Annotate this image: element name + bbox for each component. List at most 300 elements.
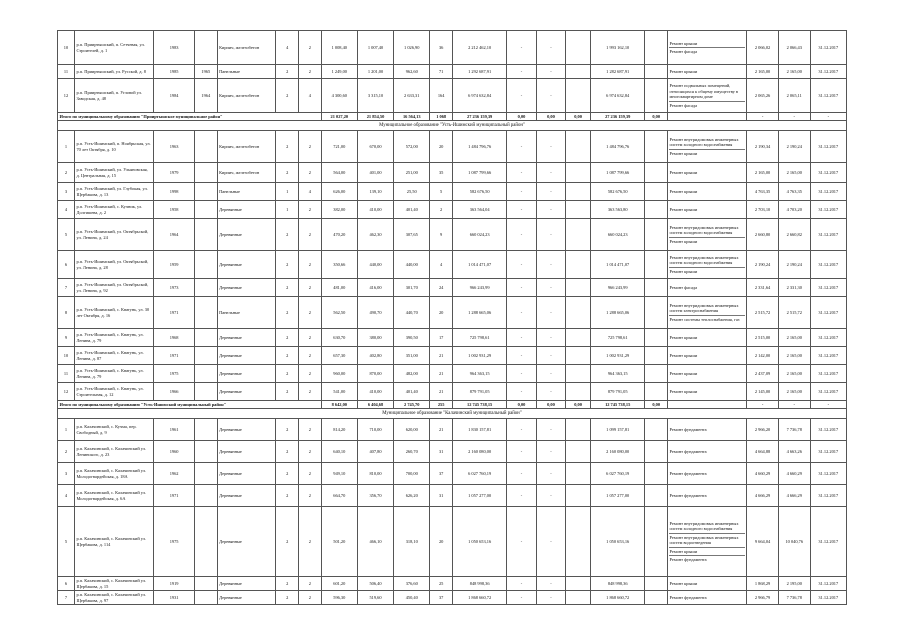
build-year: 1964 bbox=[154, 219, 195, 251]
work-item: Ремонт крыши bbox=[669, 580, 698, 586]
table-row bbox=[58, 219, 847, 251]
works-cell bbox=[667, 419, 746, 441]
area-total: 541,00 bbox=[321, 383, 357, 401]
area-residential: 700,00 bbox=[394, 463, 430, 485]
max-unit-cost: 2 195,00 bbox=[778, 577, 810, 591]
row-number: 12 bbox=[58, 383, 75, 401]
area-residential: 401,40 bbox=[394, 383, 430, 401]
area-living: 810,00 bbox=[357, 463, 393, 485]
repair-cost: 6 027 760,19 bbox=[452, 463, 506, 485]
residents: 20 bbox=[430, 131, 453, 163]
max-unit-cost: 2 065,11 bbox=[778, 79, 810, 113]
total-persons: 1 068 bbox=[430, 113, 453, 121]
floors: 2 bbox=[276, 365, 299, 383]
build-year: 1975 bbox=[154, 365, 195, 383]
fund-regional: - bbox=[536, 79, 565, 113]
completion-date: 31.12.2017 bbox=[810, 79, 846, 113]
row-number: 10 bbox=[58, 347, 75, 365]
entrances: 2 bbox=[299, 441, 322, 463]
area-living: 380,00 bbox=[357, 329, 393, 347]
work-item: Ремонт крыши bbox=[669, 169, 698, 175]
residents: 21 bbox=[430, 383, 453, 401]
fund-federal: - bbox=[507, 441, 536, 463]
repair-cost: 964 363,15 bbox=[452, 365, 506, 383]
fund-local bbox=[566, 279, 591, 297]
fund-local bbox=[566, 329, 591, 347]
total-area-2: 6 404,68 bbox=[357, 401, 393, 409]
area-living: 506,40 bbox=[357, 577, 393, 591]
fund-owners: 1 002 931,29 bbox=[591, 347, 645, 365]
total-sum: 12 745 738,15 bbox=[591, 401, 645, 409]
fund-other bbox=[645, 65, 668, 79]
fund-local bbox=[566, 251, 591, 279]
max-unit-cost: 2 165,00 bbox=[778, 329, 810, 347]
area-residential: 390,50 bbox=[394, 329, 430, 347]
fund-owners: 2 160 080,00 bbox=[591, 441, 645, 463]
table-row bbox=[58, 183, 847, 201]
floors: 2 bbox=[276, 383, 299, 401]
works-cell bbox=[667, 329, 746, 347]
address-cell: р.п. Усть-Ишимский, с. Кватунь, ул. Ленина, д. 79 bbox=[74, 365, 153, 383]
total-zero-4: 0,00 bbox=[645, 401, 668, 409]
work-item: Ремонт системы теплоснабжения, газ bbox=[669, 315, 744, 323]
unit-cost: 2 145,00 bbox=[747, 383, 779, 401]
wall-material: Кирпич, железобетон bbox=[217, 31, 276, 65]
completion-date: 31.12.2017 bbox=[810, 441, 846, 463]
fund-local bbox=[566, 577, 591, 591]
fund-federal: - bbox=[507, 65, 536, 79]
fund-federal: - bbox=[507, 577, 536, 591]
commission-year bbox=[194, 31, 217, 65]
table-row bbox=[58, 131, 847, 163]
area-total: 640,10 bbox=[321, 441, 357, 463]
fund-regional: - bbox=[536, 441, 565, 463]
fund-owners: 1 099 157,81 bbox=[591, 419, 645, 441]
entrances: 2 bbox=[299, 485, 322, 507]
fund-owners: 1 087 799,66 bbox=[591, 163, 645, 183]
table-body bbox=[58, 31, 847, 605]
fund-owners: 966 243,99 bbox=[591, 279, 645, 297]
build-year: 1919 bbox=[154, 577, 195, 591]
completion-date: 31.12.2017 bbox=[810, 183, 846, 201]
fund-other bbox=[645, 591, 668, 605]
area-residential: 620,00 bbox=[394, 419, 430, 441]
floors: 2 bbox=[276, 463, 299, 485]
commission-year bbox=[194, 365, 217, 383]
build-year: 1959 bbox=[154, 251, 195, 279]
residents: 5 bbox=[430, 183, 453, 201]
residents: 164 bbox=[430, 79, 453, 113]
commission-year bbox=[194, 419, 217, 441]
area-living: 3 315,10 bbox=[357, 79, 393, 113]
work-item: Ремонт крыши bbox=[669, 370, 698, 376]
table-row bbox=[58, 347, 847, 365]
floors: 2 bbox=[276, 577, 299, 591]
works-cell bbox=[667, 507, 746, 577]
fund-regional: - bbox=[536, 463, 565, 485]
work-item: Ремонт крыши bbox=[669, 267, 744, 275]
fund-owners: 660 024,23 bbox=[591, 219, 645, 251]
address-cell: р.п. Калачинский, с. Калачинский ул. Щербакова, д. 114 bbox=[74, 507, 153, 577]
commission-year bbox=[194, 183, 217, 201]
entrances: 2 bbox=[299, 31, 322, 65]
fund-federal: - bbox=[507, 383, 536, 401]
fund-regional: - bbox=[536, 591, 565, 605]
area-living: 462,30 bbox=[357, 219, 393, 251]
total-zero-3: 0,00 bbox=[566, 113, 591, 121]
fund-local bbox=[566, 441, 591, 463]
row-number: 9 bbox=[58, 329, 75, 347]
repair-cost: 2 212 462,10 bbox=[452, 31, 506, 65]
max-unit-cost: 4 763,35 bbox=[778, 183, 810, 201]
area-total: 630,70 bbox=[321, 329, 357, 347]
fund-other bbox=[645, 485, 668, 507]
fund-regional: - bbox=[536, 419, 565, 441]
floors: 2 bbox=[276, 163, 299, 183]
area-total: 960,00 bbox=[321, 365, 357, 383]
max-unit-cost: 7 736,78 bbox=[778, 419, 810, 441]
area-residential: 1 026,90 bbox=[394, 31, 430, 65]
build-year: 1931 bbox=[154, 591, 195, 605]
row-number: 7 bbox=[58, 279, 75, 297]
total-unit-2: - bbox=[778, 401, 810, 409]
build-year: 1979 bbox=[154, 163, 195, 183]
table-row bbox=[58, 329, 847, 347]
commission-year bbox=[194, 201, 217, 219]
area-total: 601,20 bbox=[321, 577, 357, 591]
area-residential: 401,40 bbox=[394, 201, 430, 219]
repair-cost: 848 998,36 bbox=[452, 577, 506, 591]
entrances: 2 bbox=[299, 463, 322, 485]
total-works bbox=[667, 113, 746, 121]
commission-year bbox=[194, 347, 217, 365]
row-number: 3 bbox=[58, 463, 75, 485]
area-living: 1 201,00 bbox=[357, 65, 393, 79]
max-unit-cost: 2 165,00 bbox=[778, 163, 810, 183]
row-number: 1 bbox=[58, 419, 75, 441]
unit-cost: 2 437,09 bbox=[747, 365, 779, 383]
fund-other bbox=[645, 163, 668, 183]
area-total: 481,00 bbox=[321, 279, 357, 297]
wall-material: Деревянные bbox=[217, 219, 276, 251]
fund-other bbox=[645, 183, 668, 201]
address-cell: р.п. Калачинский, с. Калачинский ул. Молодогвардейская, д. 18А bbox=[74, 463, 153, 485]
work-item: Ремонт фасада bbox=[669, 101, 744, 109]
address-cell: р.п. Усть-Ишимский, с. Кватунь, ул. Строительная, д. 12 bbox=[74, 383, 153, 401]
wall-material: Деревянные bbox=[217, 577, 276, 591]
fund-regional: - bbox=[536, 65, 565, 79]
table-row bbox=[58, 419, 847, 441]
fund-local bbox=[566, 31, 591, 65]
fund-regional: - bbox=[536, 577, 565, 591]
repair-cost: 1 057 277,00 bbox=[452, 485, 506, 507]
table-row bbox=[58, 507, 847, 577]
area-total: 626,00 bbox=[321, 183, 357, 201]
fund-owners: 582 676,50 bbox=[591, 183, 645, 201]
area-residential: 440,70 bbox=[394, 297, 430, 329]
total-area-2: 21 854,50 bbox=[357, 113, 393, 121]
completion-date: 31.12.2017 bbox=[810, 131, 846, 163]
works-cell bbox=[667, 441, 746, 463]
repair-cost: 879 791,05 bbox=[452, 383, 506, 401]
area-total: 1 249,00 bbox=[321, 65, 357, 79]
wall-material: Деревянные bbox=[217, 507, 276, 577]
row-number: 5 bbox=[58, 507, 75, 577]
fund-other bbox=[645, 383, 668, 401]
residents: 71 bbox=[430, 65, 453, 79]
max-unit-cost: 2 165,00 bbox=[778, 347, 810, 365]
fund-regional: - bbox=[536, 131, 565, 163]
fund-other bbox=[645, 347, 668, 365]
fund-local bbox=[566, 297, 591, 329]
entrances: 2 bbox=[299, 163, 322, 183]
works-cell bbox=[667, 463, 746, 485]
unit-cost: 2 515,72 bbox=[747, 297, 779, 329]
row-number: 4 bbox=[58, 201, 75, 219]
fund-federal: - bbox=[507, 219, 536, 251]
area-residential: 351,00 bbox=[394, 347, 430, 365]
total-sum: 27 236 159,39 bbox=[591, 113, 645, 121]
repair-cost: 1 087 799,66 bbox=[452, 163, 506, 183]
commission-year bbox=[194, 251, 217, 279]
work-item: Ремонт внутридомовых инженерных систем холодного водоснабжения bbox=[669, 224, 739, 236]
work-item: Ремонт крыши bbox=[669, 206, 698, 212]
area-residential: 376,60 bbox=[394, 577, 430, 591]
completion-date: 31.12.2017 bbox=[810, 201, 846, 219]
wall-material: Деревянные bbox=[217, 279, 276, 297]
max-unit-cost: 4 666,29 bbox=[778, 485, 810, 507]
fund-regional: - bbox=[536, 183, 565, 201]
repair-cost: 1 868 660,72 bbox=[452, 591, 506, 605]
commission-year bbox=[194, 163, 217, 183]
repair-cost: 660 024,23 bbox=[452, 219, 506, 251]
unit-cost: 4 660,29 bbox=[747, 463, 779, 485]
works-cell bbox=[667, 163, 746, 183]
fund-owners: 1 014 471,07 bbox=[591, 251, 645, 279]
area-total: 949,10 bbox=[321, 463, 357, 485]
unit-cost: 2 515,00 bbox=[747, 329, 779, 347]
max-unit-cost: 2 331,30 bbox=[778, 279, 810, 297]
floors: 1 bbox=[276, 183, 299, 201]
max-unit-cost: 2 165,00 bbox=[778, 365, 810, 383]
commission-year bbox=[194, 441, 217, 463]
entrances: 2 bbox=[299, 329, 322, 347]
wall-material: Панельные bbox=[217, 297, 276, 329]
address-cell: р.п. Калачинский, с. Кучма, пер. Свободный, д. 9 bbox=[74, 419, 153, 441]
completion-date: 31.12.2017 bbox=[810, 485, 846, 507]
area-living: 410,00 bbox=[357, 383, 393, 401]
wall-material: Деревянные bbox=[217, 463, 276, 485]
floors: 2 bbox=[276, 591, 299, 605]
works-cell bbox=[667, 279, 746, 297]
address-cell: р.п. Усть-Ишимский, ул. Октябрьской, ул. Ленина, д. 28 bbox=[74, 251, 153, 279]
build-year: 1961 bbox=[154, 419, 195, 441]
fund-regional: - bbox=[536, 485, 565, 507]
commission-year bbox=[194, 297, 217, 329]
works-cell bbox=[667, 31, 746, 65]
address-cell: р.п. Усть-Ишимский, ул. Октябрьской, ул. Ленина, д. 92 bbox=[74, 279, 153, 297]
wall-material: Деревянные bbox=[217, 441, 276, 463]
floors: 2 bbox=[276, 65, 299, 79]
unit-cost: 2 142,00 bbox=[747, 347, 779, 365]
wall-material: Кирпич, железобетон bbox=[217, 131, 276, 163]
repair-cost: 2 160 080,00 bbox=[452, 441, 506, 463]
fund-local bbox=[566, 365, 591, 383]
fund-regional: - bbox=[536, 219, 565, 251]
build-year: 1971 bbox=[154, 485, 195, 507]
max-unit-cost: 2 515,72 bbox=[778, 297, 810, 329]
floors: 4 bbox=[276, 31, 299, 65]
area-living: 490,70 bbox=[357, 297, 393, 329]
fund-regional: - bbox=[536, 251, 565, 279]
area-living: 466,10 bbox=[357, 507, 393, 577]
fund-regional: - bbox=[536, 279, 565, 297]
wall-material: Деревянные bbox=[217, 365, 276, 383]
fund-federal: - bbox=[507, 485, 536, 507]
fund-local bbox=[566, 79, 591, 113]
address-cell: р.п. Усть-Ишимский, ул. Глубокая, ул. Щербакова, д. 13 bbox=[74, 183, 153, 201]
fund-owners: 6 974 632,84 bbox=[591, 79, 645, 113]
fund-regional: - bbox=[536, 31, 565, 65]
completion-date: 31.12.2017 bbox=[810, 365, 846, 383]
commission-year: 1964 bbox=[194, 79, 217, 113]
area-residential: 440,00 bbox=[394, 251, 430, 279]
work-item: Ремонт фасада bbox=[669, 47, 744, 55]
work-item: Ремонт фундамента bbox=[669, 555, 744, 563]
entrances: 2 bbox=[299, 507, 322, 577]
fund-regional: - bbox=[536, 383, 565, 401]
entrances: 2 bbox=[299, 383, 322, 401]
fund-federal: - bbox=[507, 251, 536, 279]
fund-regional: - bbox=[536, 365, 565, 383]
fund-federal: - bbox=[507, 297, 536, 329]
total-date: - bbox=[810, 113, 846, 121]
address-cell: р.п. Прииртышский, п. Угловой ул. Заводская, д. 48 bbox=[74, 79, 153, 113]
row-number: 6 bbox=[58, 251, 75, 279]
works-cell bbox=[667, 383, 746, 401]
repair-cost: 582 676,50 bbox=[452, 183, 506, 201]
unit-cost: 2 331,64 bbox=[747, 279, 779, 297]
table-row bbox=[58, 163, 847, 183]
entrances: 2 bbox=[299, 365, 322, 383]
row-number: 11 bbox=[58, 365, 75, 383]
address-cell: р.п. Усть-Ишимский, с. Кватунь, ул. 30 лет Октября, д. 16 bbox=[74, 297, 153, 329]
total-date: - bbox=[810, 401, 846, 409]
fund-other bbox=[645, 463, 668, 485]
work-item: Ремонт фундамента bbox=[669, 448, 707, 454]
entrances: 2 bbox=[299, 297, 322, 329]
entrances: 2 bbox=[299, 251, 322, 279]
area-total: 657,30 bbox=[321, 347, 357, 365]
address-cell: р.п. Усть-Ишимский, с. Кучник, ул. Долгишева, д. 2 bbox=[74, 201, 153, 219]
completion-date: 31.12.2017 bbox=[810, 507, 846, 577]
area-residential: 626,20 bbox=[394, 485, 430, 507]
total-unit-1: - bbox=[747, 113, 779, 121]
entrances: 2 bbox=[299, 591, 322, 605]
works-cell bbox=[667, 201, 746, 219]
area-living: 356,70 bbox=[357, 485, 393, 507]
fund-owners: 363 563,80 bbox=[591, 201, 645, 219]
table-row bbox=[58, 201, 847, 219]
fund-federal: - bbox=[507, 183, 536, 201]
area-total: 664,70 bbox=[321, 485, 357, 507]
total-label: Итого по муниципальному образованию "Прииртышское муниципальное район" bbox=[58, 113, 322, 121]
address-cell: р.п. Калачинский, с. Калачинский ул. Ленинского, д. 23 bbox=[74, 441, 153, 463]
unit-cost: 2 966,79 bbox=[747, 591, 779, 605]
fund-local bbox=[566, 383, 591, 401]
unit-cost: 1 868,29 bbox=[747, 577, 779, 591]
completion-date: 31.12.2017 bbox=[810, 251, 846, 279]
commission-year bbox=[194, 279, 217, 297]
floors: 2 bbox=[276, 131, 299, 163]
unit-cost: 4 666,29 bbox=[747, 485, 779, 507]
repair-cost: 1 484 796,76 bbox=[452, 131, 506, 163]
address-cell: р.п. Усть-Ишимский, ул. Ульяновская, д. Центральная, д. 15 bbox=[74, 163, 153, 183]
work-item: Ремонт крыши bbox=[669, 547, 744, 555]
work-item: Ремонт подвальных помещений, относящихся к общему имуществу в многоквартирном доме bbox=[669, 83, 739, 99]
work-item: Ремонт фундамента bbox=[669, 426, 707, 432]
section-heading: Муниципальное образование "Калачинский муниципальный район" bbox=[58, 409, 847, 419]
repair-cost: 1 830 157,81 bbox=[452, 419, 506, 441]
fund-federal: - bbox=[507, 347, 536, 365]
fund-federal: - bbox=[507, 201, 536, 219]
area-residential: 260,70 bbox=[394, 441, 430, 463]
address-cell: р.п. Усть-Ишимский, с. Кватунь, ул. Ленина, д. 87 bbox=[74, 347, 153, 365]
fund-other bbox=[645, 219, 668, 251]
table-row bbox=[58, 591, 847, 605]
wall-material: Панельные bbox=[217, 183, 276, 201]
total-zero-1: 0,00 bbox=[507, 401, 536, 409]
works-cell bbox=[667, 65, 746, 79]
work-item: Ремонт крыши bbox=[669, 334, 698, 340]
area-living: 139,10 bbox=[357, 183, 393, 201]
floors: 2 bbox=[276, 329, 299, 347]
fund-local bbox=[566, 201, 591, 219]
area-total: 562,50 bbox=[321, 297, 357, 329]
works-cell bbox=[667, 365, 746, 383]
max-unit-cost: 2 190,24 bbox=[778, 251, 810, 279]
area-total: 1 008,40 bbox=[321, 31, 357, 65]
wall-material: Деревянные bbox=[217, 347, 276, 365]
unit-cost: 4 763,35 bbox=[747, 183, 779, 201]
floors: 2 bbox=[276, 419, 299, 441]
work-item: Ремонт внутридомовых инженерных систем холодного водоснабжения bbox=[669, 254, 739, 266]
unit-cost: 4 664,88 bbox=[747, 441, 779, 463]
residents: 31 bbox=[430, 441, 453, 463]
fund-local bbox=[566, 163, 591, 183]
repair-cost: 1 292 687,91 bbox=[452, 65, 506, 79]
commission-year bbox=[194, 383, 217, 401]
fund-other bbox=[645, 31, 668, 65]
max-unit-cost: 2 190,24 bbox=[778, 131, 810, 163]
total-area-3: 16 564,13 bbox=[394, 113, 430, 121]
fund-other bbox=[645, 201, 668, 219]
row-number: 1 bbox=[58, 131, 75, 163]
residents: 4 bbox=[430, 251, 453, 279]
unit-cost: 9 664,04 bbox=[747, 507, 779, 577]
build-year: 1968 bbox=[154, 329, 195, 347]
total-area-3: 2 745,70 bbox=[394, 401, 430, 409]
total-works bbox=[667, 401, 746, 409]
residents: 36 bbox=[430, 31, 453, 65]
commission-year bbox=[194, 485, 217, 507]
area-living: 410,00 bbox=[357, 201, 393, 219]
total-row bbox=[58, 113, 847, 121]
entrances: 2 bbox=[299, 347, 322, 365]
fund-federal: - bbox=[507, 507, 536, 577]
max-unit-cost: 7 736,78 bbox=[778, 591, 810, 605]
fund-local bbox=[566, 183, 591, 201]
